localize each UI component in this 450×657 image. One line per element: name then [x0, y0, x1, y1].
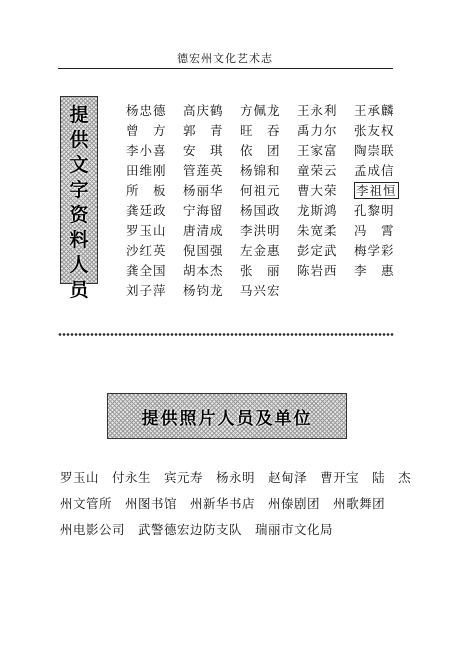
- page-header: 德宏州文化艺术志: [177, 52, 273, 65]
- contributor-name: 刘子萍: [126, 283, 167, 298]
- name-row: [126, 260, 416, 280]
- name-row: [126, 220, 416, 240]
- contributor-name: 胡本杰: [183, 263, 224, 278]
- contributor-name: 田维刚: [126, 163, 167, 178]
- section1-title-box: [60, 96, 98, 301]
- contributor-name: 龙斯鸿: [297, 203, 338, 218]
- photo-contributor: 州电影公司: [60, 522, 126, 537]
- name-row: [126, 120, 416, 140]
- section2-title: 提供照片人员及单位: [141, 408, 313, 429]
- photo-contributor: 州傣剧团: [268, 496, 321, 511]
- contributor-name: 依 团: [240, 143, 281, 158]
- photo-contributor: 陆 杰: [372, 470, 412, 485]
- contributor-name: 方佩龙: [240, 103, 281, 118]
- contributor-name: 曾 方: [126, 123, 167, 138]
- contributor-name: 杨丽华: [183, 183, 224, 198]
- contributor-name: 李洪明: [240, 223, 281, 238]
- contributor-name: 宁海留: [183, 203, 224, 218]
- name-row: [126, 140, 416, 160]
- contributor-name: 孟成信: [354, 163, 395, 178]
- photo-contributor: 宾元寿: [164, 470, 204, 485]
- photo-contributor: 付永生: [112, 470, 152, 485]
- contributor-name: 李祖恒: [356, 183, 397, 198]
- contributor-name: 梅学彩: [354, 243, 395, 258]
- contributor-name: 李 惠: [354, 263, 395, 278]
- contributor-name: 陶崇联: [354, 143, 395, 158]
- contributor-name: 马兴宏: [240, 283, 281, 298]
- contributor-name: 杨锦和: [240, 163, 281, 178]
- contributor-name: 陈岩西: [297, 263, 338, 278]
- contributor-name: 李小喜: [126, 143, 167, 158]
- header-rule: [58, 68, 393, 69]
- photo-contributor: 罗玉山: [60, 470, 100, 485]
- name-row: [126, 200, 416, 220]
- photo-row: [60, 464, 412, 490]
- photo-contributor: 杨永明: [216, 470, 256, 485]
- contributor-name: 王承麟: [354, 103, 395, 118]
- photo-contributor: 武警德宏边防支队: [138, 522, 243, 537]
- name-row: [126, 240, 416, 260]
- contributor-name: 何祖元: [240, 183, 281, 198]
- name-row: [126, 180, 416, 200]
- photo-contributor: 州文管所: [60, 496, 113, 511]
- contributor-name: 管莲英: [183, 163, 224, 178]
- contributor-name: 沙红英: [126, 243, 167, 258]
- contributor-name: 郭 青: [183, 123, 224, 138]
- section1-title: 提供文字资料人员: [69, 104, 89, 301]
- photo-contributor: 州歌舞团: [333, 496, 386, 511]
- contributor-name: 龚廷政: [126, 203, 167, 218]
- contributor-name: 孔黎明: [354, 203, 395, 218]
- name-row: [126, 160, 416, 180]
- contributor-name: 童荣云: [297, 163, 338, 178]
- dotted-divider: [58, 332, 394, 337]
- contributor-name: 旺 吞: [240, 123, 281, 138]
- contributor-name: 杨钧龙: [183, 283, 224, 298]
- contributor-name: 张友权: [354, 123, 395, 138]
- photo-contributor: 赵甸泽: [268, 470, 308, 485]
- contributor-name: 所 板: [126, 183, 167, 198]
- contributor-name: 禹力尔: [297, 123, 338, 138]
- contributor-name: 高庆鹤: [183, 103, 224, 118]
- contributor-name: 张 丽: [240, 263, 281, 278]
- section2-title-box: [107, 393, 347, 439]
- contributor-name: 龚全国: [126, 263, 167, 278]
- contributor-name: 安 琪: [183, 143, 224, 158]
- photo-row: [60, 516, 400, 542]
- photo-contributors: [60, 464, 412, 542]
- contributor-name: 唐清成: [183, 223, 224, 238]
- name-row: [126, 280, 416, 300]
- photo-row: [60, 490, 400, 516]
- name-row: [126, 100, 416, 120]
- contributor-name: 曹大荣: [297, 183, 338, 198]
- photo-contributor: 州新华书店: [190, 496, 256, 511]
- contributor-names: [126, 100, 416, 300]
- photo-contributor: 曹开宝: [320, 470, 360, 485]
- photo-contributor: 瑞丽市文化局: [255, 522, 334, 537]
- contributor-name: 杨国政: [240, 203, 281, 218]
- contributor-name: 杨忠德: [126, 103, 167, 118]
- photo-contributor: 州图书馆: [125, 496, 178, 511]
- contributor-name: 朱宽柔: [297, 223, 338, 238]
- contributor-name: 倪国强: [183, 243, 224, 258]
- contributor-name: 冯 霄: [354, 223, 395, 238]
- contributor-name: 左金惠: [240, 243, 281, 258]
- contributor-name: 彭定武: [297, 243, 338, 258]
- contributor-name: 王永利: [297, 103, 338, 118]
- contributor-name: 罗玉山: [126, 223, 167, 238]
- contributor-name: 王家富: [297, 143, 338, 158]
